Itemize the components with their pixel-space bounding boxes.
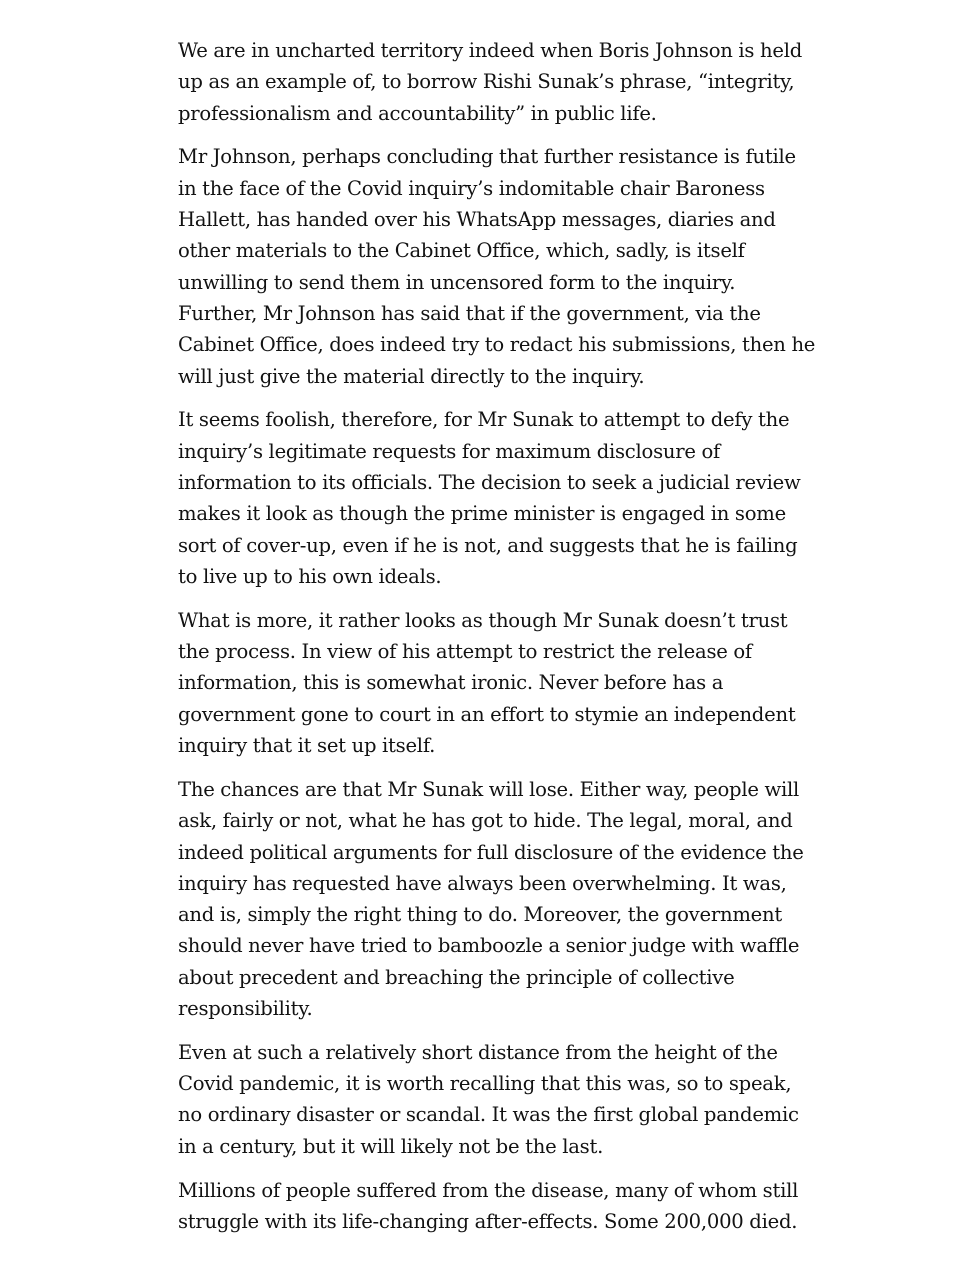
article-body xyxy=(178,35,818,1250)
article-paragraph-6: Even at such a relatively short distance from the height of the Covid pandemic, it is worth recalling that this was, so to speak, no ordinary disaster or scandal. It was the first global pandemic in a century, but it will likely not be the last. xyxy=(178,1040,799,1158)
article-paragraph-3: It seems foolish, therefore, for Mr Sunak to attempt to defy the inquiry’s legitimate requests for maximum disclosure of information to its officials. The decision to seek a judicial review makes it look as though the prime minister is engaged in some sort of cover-up, even if he is not, and suggests that he is failing to live up to his own ideals. xyxy=(178,408,801,588)
article-paragraph-1: We are in uncharted territory indeed when Boris Johnson is held up as an example of, to borrow Rishi Sunak’s phrase, “integrity, professionalism and accountability” in public life. xyxy=(178,39,803,125)
article-paragraph-4: What is more, it rather looks as though Mr Sunak doesn’t trust the process. In view of his attempt to restrict the release of information, this is somewhat ironic. Never before has a government gone to court in an effort to stymie an independent inquiry that it set up itself. xyxy=(178,608,796,758)
article-paragraph-7: Millions of people suffered from the disease, many of whom still struggle with its life-changing after-effects. Some 200,000 died. xyxy=(178,1178,799,1233)
article-paragraph-5: The chances are that Mr Sunak will lose. Either way, people will ask, fairly or not, what he has got to hide. The legal, moral, and indeed political arguments for full disclosure of the evidence the inquiry has requested have always been overwhelming. It was, and is, simply the right thing to do. Moreover, the government should never have tried to bamboozle a senior judge with waffle about precedent and breaching the principle of collective responsibility. xyxy=(178,777,804,1020)
article-paragraph-2: Mr Johnson, perhaps concluding that further resistance is futile in the face of the Covid inquiry’s indomitable chair Baroness Hallett, has handed over his WhatsApp messages, diaries and other materials to the Cabinet Office, which, sadly, is itself unwilling to send them in uncensored form to the inquiry. Further, Mr Johnson has said that if the government, via the Cabinet Office, does indeed try to redact his submissions, then he will just give the material directly to the inquiry. xyxy=(178,145,816,388)
